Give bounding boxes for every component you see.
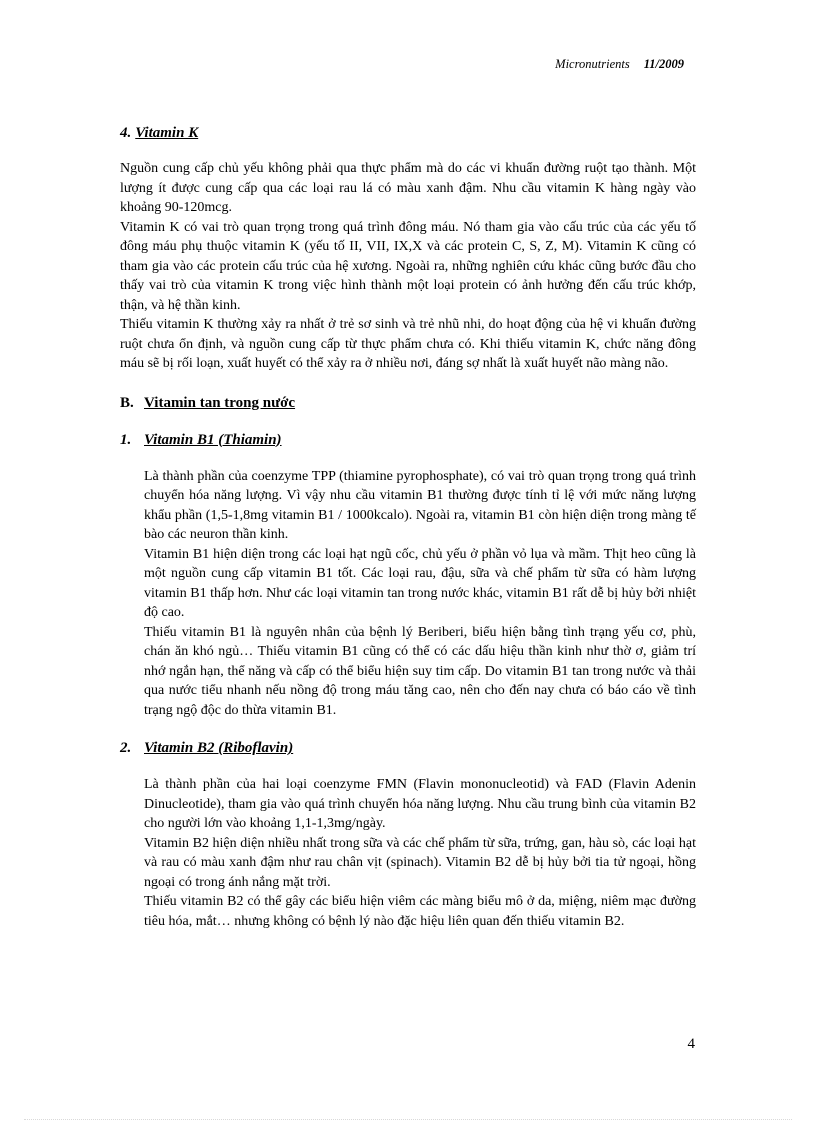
- vitamin-b1-body: [120, 467, 696, 721]
- paragraph: Vitamin B1 hiện diện trong các loại hạt ngũ cốc, chủ yếu ở phần vỏ lụa và mầm. Thịt heo cũng là một nguồn cung cấp vitamin B1 tốt. Các loại rau, đậu, sữa và chế phẩm từ sữa có hàm lượng vitamin B1 thấp hơn. Như các loại vitamin tan trong nước khác, vitamin B1 rất dễ bị hủy bởi nhiệt độ cao.: [144, 546, 696, 620]
- running-header: [555, 57, 684, 72]
- paragraph: Thiếu vitamin B2 có thể gây các biểu hiện viêm các màng biểu mô ở da, miệng, niêm mạc đường tiêu hóa, mắt… nhưng không có bệnh lý nào đặc hiệu liên quan đến thiếu vitamin B2.: [144, 894, 696, 929]
- heading-title: Vitamin K: [135, 125, 199, 141]
- paragraph: Vitamin B2 hiện diện nhiều nhất trong sữa và các chế phẩm từ sữa, trứng, gan, hàu sò, các loại hạt và rau có màu xanh đậm như rau chân vịt (spinach). Vitamin B2 dễ bị hủy bởi tia tử ngoại, hồng ngoại có trong ánh nắng mặt trời.: [144, 835, 696, 890]
- header-subject: Micronutrients: [555, 57, 630, 71]
- heading-vitamin-k: [120, 125, 696, 142]
- paragraph: Là thành phần của hai loại coenzyme FMN (Flavin mononucleotid) và FAD (Flavin Adenin Dinucleotide), tham gia vào quá trình chuyển hóa năng lượng. Nhu cầu trung bình của vitamin B2 cho người lớn vào khoảng 1,1-1,3mg/ngày.: [144, 777, 696, 831]
- heading-number: 1.: [120, 431, 132, 448]
- page-content: [120, 125, 696, 931]
- paragraph: Thiếu vitamin B1 là nguyên nhân của bệnh lý Beriberi, biểu hiện bằng tình trạng yếu cơ, phù, chán ăn khó ngủ… Thiếu vitamin B1 cũng có thể có các dấu hiệu thần kinh như thờ ơ, giảm trí nhớ ngắn hạn, thể năng và cấp có thể biểu hiện suy tim cấp. Do vitamin B1 tan trong nước và thải qua nước tiểu nhanh nếu nồng độ trong máu tăng cao, nên cho đến nay chưa có báo cáo về tình trạng ngộ độc do thừa vitamin B1.: [144, 624, 696, 718]
- vitamin-k-body: [120, 159, 696, 374]
- paragraph: Nguồn cung cấp chủ yếu không phải qua thực phẩm mà do các vi khuẩn đường ruột tạo thành. Một lượng ít được cung cấp qua các loại rau lá có màu xanh đậm. Nhu cầu vitamin K hàng ngày vào khoảng 90-120mcg.: [120, 161, 696, 215]
- page-number: 4: [687, 1036, 695, 1052]
- heading-vitamin-b1: [120, 432, 696, 449]
- heading-title: Vitamin B1 (Thiamin): [144, 431, 282, 448]
- section-title: Vitamin tan trong nước: [144, 394, 296, 411]
- heading-number: 2.: [120, 740, 132, 756]
- heading-vitamin-b2: [120, 740, 696, 757]
- paragraph: Vitamin K có vai trò quan trọng trong quá trình đông máu. Nó tham gia vào cấu trúc của các yếu tố đông máu phụ thuộc vitamin K (yếu tố II, VII, IX,X và các protein C, S, Z, M). Vitamin K cũng có tham gia vào các protein cấu trúc của hệ xương. Ngoài ra, những nghiên cứu khác cũng bước đầu cho thấy vai trò của vitamin K trong việc hình thành một loại protein có ảnh hưởng đến cấu trúc khớp, thận, và hệ thần kinh.: [120, 219, 696, 313]
- header-date: 11/2009: [643, 57, 684, 71]
- heading-number: 4.: [120, 125, 132, 141]
- section-letter: B.: [120, 394, 134, 411]
- paragraph: Thiếu vitamin K thường xảy ra nhất ở trẻ sơ sinh và trẻ nhũ nhi, do hoạt động của hệ vi khuẩn đường ruột chưa ổn định, và nguồn cung cấp từ thực phẩm chưa có. Khi thiếu vitamin K, chức năng đông máu sẽ bị rối loạn, xuất huyết có thể xảy ra ở nhiều nơi, đáng sợ nhất là xuất huyết não màng não.: [120, 317, 696, 371]
- heading-title: Vitamin B2 (Riboflavin): [144, 740, 294, 756]
- paragraph: Là thành phần của coenzyme TPP (thiamine pyrophosphate), có vai trò quan trọng trong quá trình chuyển hóa năng lượng. Vì vậy nhu cầu vitamin B1 thường được tính tỉ lệ với mức năng lượng khẩu phần (1,5-1,8mg vitamin B1 / 1000kcalo). Ngoài ra, vitamin B1 còn hiện diện trong màng tế bào các neuron thần kinh.: [144, 468, 696, 542]
- page-bottom-divider: [24, 1119, 792, 1120]
- heading-section-b: [120, 395, 696, 412]
- vitamin-b2-body: [120, 775, 696, 931]
